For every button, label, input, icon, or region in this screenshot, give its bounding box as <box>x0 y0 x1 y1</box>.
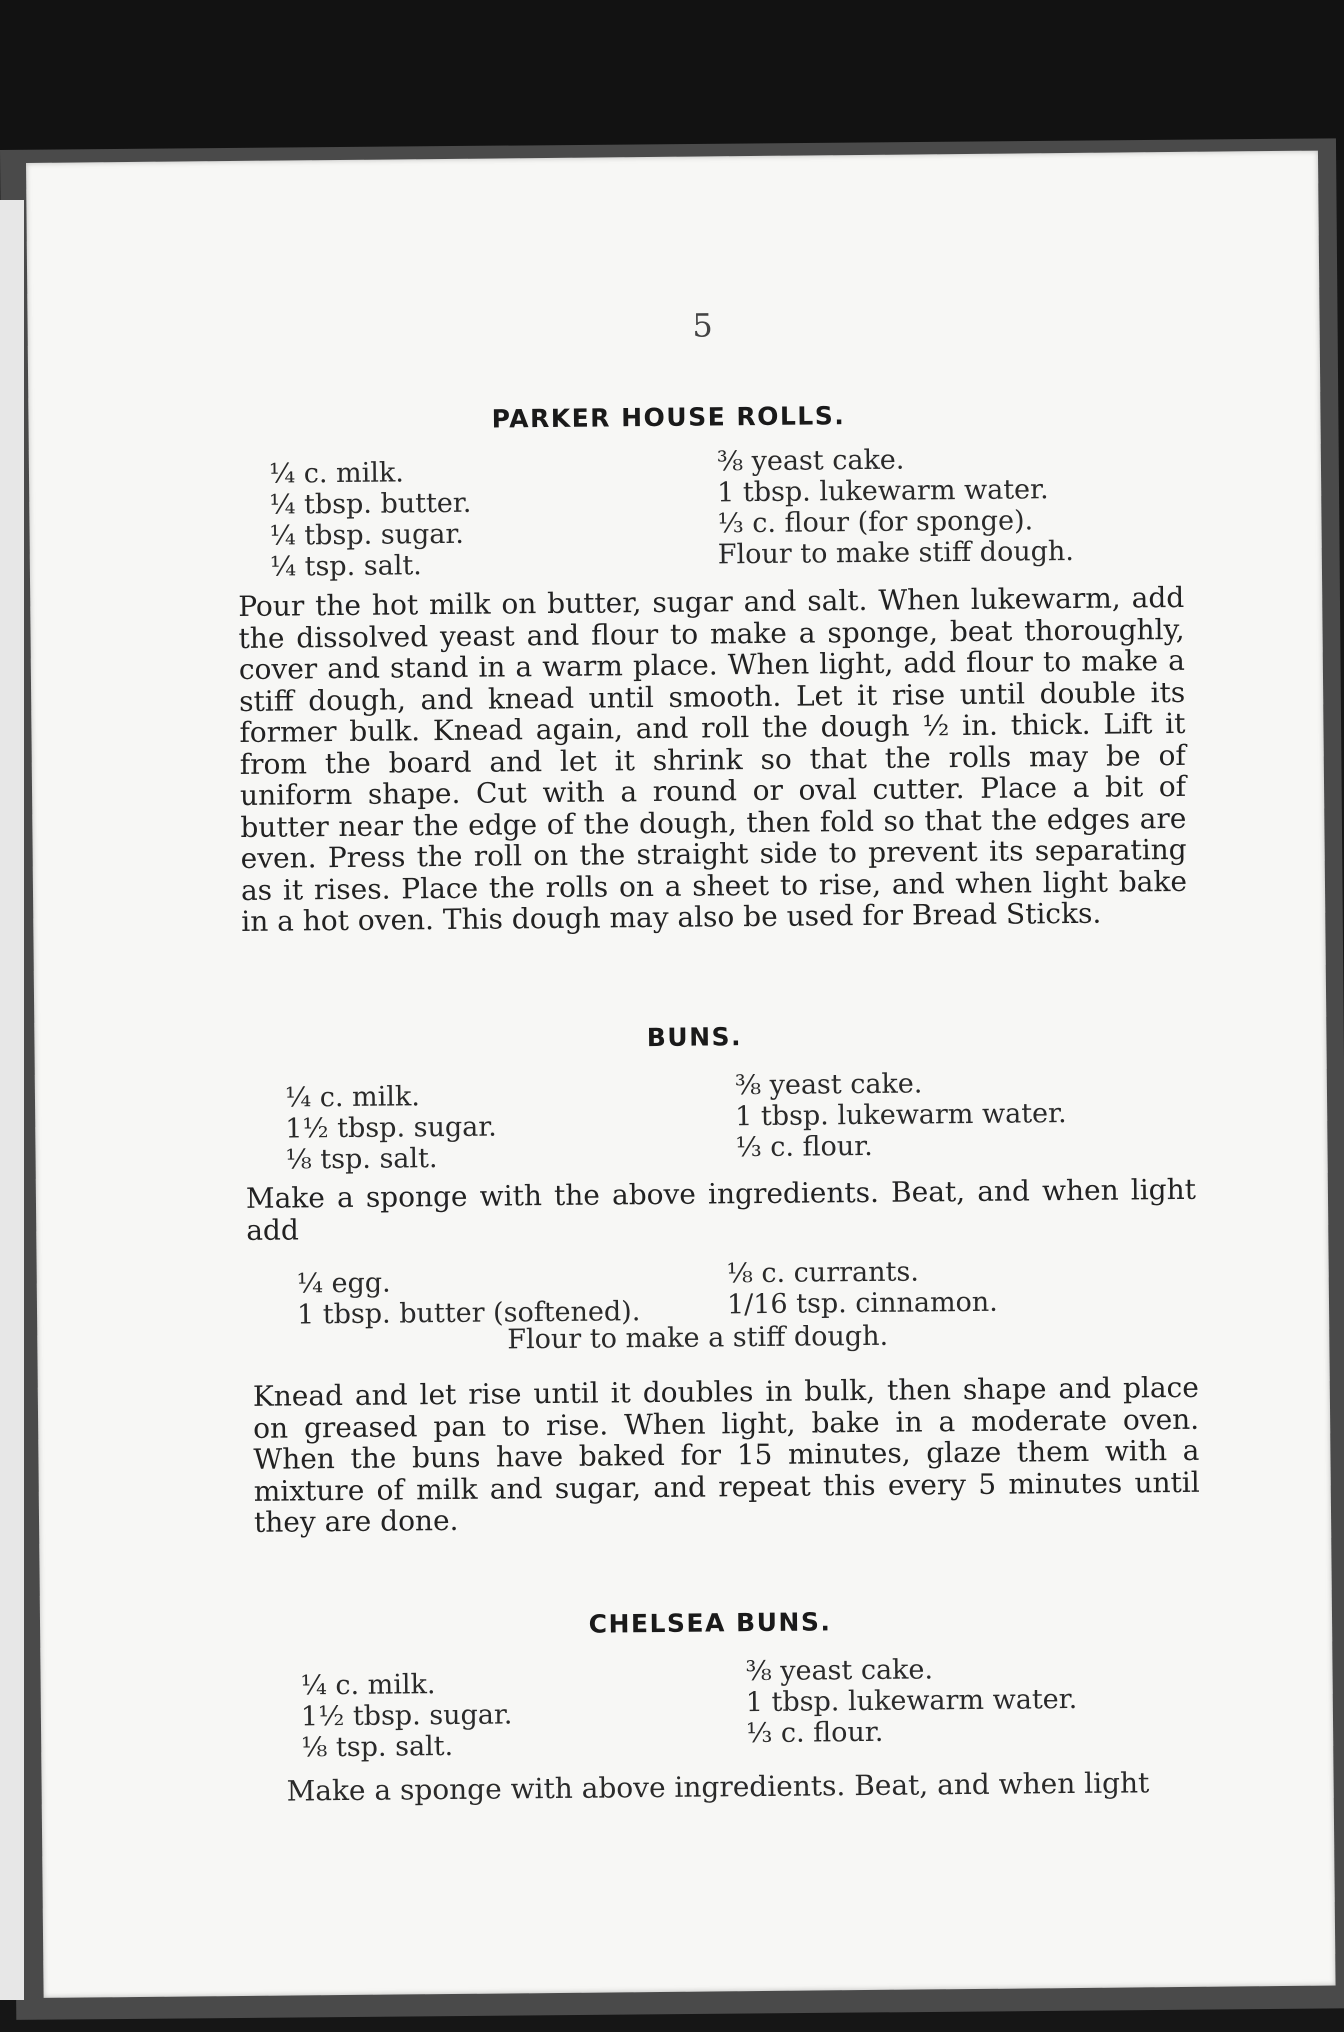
ingredients-left <box>285 1081 497 1176</box>
ingredient: ¼ tbsp. butter. <box>269 487 472 521</box>
ingredient: 1½ tbsp. sugar. <box>300 1699 513 1733</box>
ingredients-left <box>269 457 472 583</box>
ingredient: ¼ tbsp. sugar. <box>269 518 465 552</box>
background-dark <box>0 0 1344 160</box>
ingredient: ⅛ c. currants. <box>726 1256 919 1290</box>
extra-ingredients-right <box>727 1256 998 1321</box>
extra-ingredient-center: Flour to make a stiff dough. <box>507 1320 889 1356</box>
ingredient: 1 tbsp. butter (softened). <box>296 1296 641 1331</box>
ingredient: 1 tbsp. lukewarm water. <box>745 1683 1078 1719</box>
ingredients-right <box>735 1067 1067 1163</box>
book-page <box>26 151 1336 1998</box>
ingredient: ⅜ yeast cake. <box>734 1068 923 1102</box>
recipe-directions: Knead and let rise until it doubles in bulk, then shape and place on greased pan to rise. When light, bake in a moderate oven. When the buns have baked for 15 minutes, glaze them with a mixture of milk and sugar, and repeat this every 5 minutes until they are done. <box>252 1370 1200 1539</box>
recipe-directions: Pour the hot milk on butter, sugar and salt. When lukewarm, add the dissolved yeast and flour to make a sponge, beat thoroughly, cover and stand in a warm place. When light, add flour to make a stiff dough, and knead until smooth. Let it rise until double its former bulk. Knead again, and roll the dough ½ in. thick. Lift it from the board and let it shrink so that the rolls may be of uniform shape. Cut with a round or oval cutter. Place a bit of butter near the edge of the dough, then fold so that the edges are even. Press the roll on the straight side to prevent its separating as it rises. Place the rolls on a sheet to rise, and when light bake in a hot oven. This dough may also be used for Bread Sticks. <box>238 580 1188 938</box>
recipe-title: PARKER HOUSE ROLLS. <box>491 401 846 434</box>
ingredient: ⅜ yeast cake. <box>716 444 905 478</box>
recipe-title: BUNS. <box>646 1022 743 1053</box>
ingredient: 1 tbsp. lukewarm water. <box>735 1098 1067 1133</box>
ingredient: ⅜ yeast cake. <box>745 1654 934 1688</box>
ingredient: ⅓ c. flour. <box>735 1130 873 1164</box>
ingredients-right <box>717 443 1074 570</box>
ingredient: 1/16 tsp. cinnamon. <box>726 1286 998 1321</box>
ingredient: ⅓ c. flour. <box>745 1716 884 1750</box>
recipe-title: CHELSEA BUNS. <box>588 1607 832 1639</box>
ingredient: ⅛ tsp. salt. <box>285 1143 438 1176</box>
page-number: 5 <box>692 306 713 345</box>
ingredients-left <box>300 1668 512 1763</box>
extra-ingredients-left <box>297 1265 641 1330</box>
ingredient: ¼ c. milk. <box>300 1669 436 1702</box>
ingredient: ⅓ c. flour (for sponge). <box>717 505 1034 540</box>
ingredient: 1½ tbsp. sugar. <box>285 1111 497 1145</box>
ingredients-right <box>745 1653 1077 1749</box>
facing-page-edge <box>0 200 24 2000</box>
ingredient: ¼ tsp. salt. <box>269 550 422 583</box>
ingredient: 1 tbsp. lukewarm water. <box>717 474 1049 509</box>
ingredient: ¼ egg. <box>296 1267 391 1300</box>
sponge-instructions: Make a sponge with the above ingredients. Beat, and when light add <box>245 1172 1197 1247</box>
ingredient: Flour to make stiff dough. <box>717 535 1075 571</box>
ingredient: ⅛ tsp. salt. <box>301 1730 454 1764</box>
ingredient: ¼ c. milk. <box>284 1081 420 1114</box>
sponge-instructions: Make a sponge with above ingredients. Beat, and when light <box>286 1766 1150 1808</box>
ingredient: ¼ c. milk. <box>268 457 405 490</box>
